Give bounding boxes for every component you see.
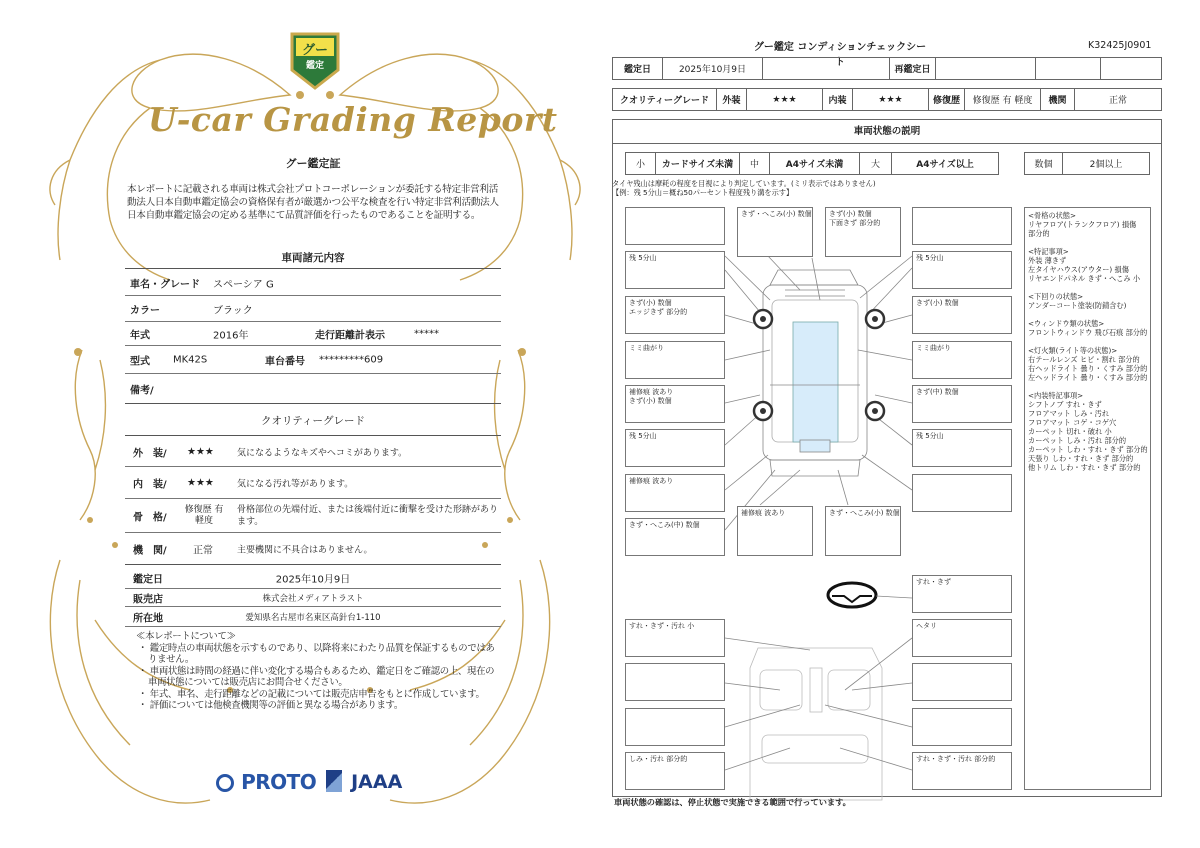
size-large: 大	[860, 153, 892, 175]
group-line: フロアマット コゲ・コゲ穴	[1028, 418, 1117, 427]
lights-group	[1028, 346, 1147, 382]
group-line: アンダーコート塗装(防錆含む)	[1028, 301, 1127, 310]
note-line: きず・へこみ(小) 数個	[741, 210, 812, 218]
interior-note-box	[625, 708, 725, 746]
spec-row-color	[125, 296, 501, 322]
color-label: カラー	[130, 305, 160, 316]
quality-section-title: クオリティーグレード	[261, 415, 365, 427]
exterior-label: 外装	[717, 89, 747, 111]
shop-value: 株式会社メディアトラスト	[262, 593, 364, 604]
exterior-note-box	[912, 429, 1012, 467]
exterior-note-box	[912, 474, 1012, 512]
spec-row-name	[125, 270, 501, 296]
interior-note-box	[625, 752, 725, 790]
exterior-note-box	[912, 341, 1012, 379]
group-line: 左タイヤハウス(アウター) 損傷	[1028, 265, 1129, 274]
group-line: リヤエンドパネル きず・へこみ 小	[1028, 274, 1141, 283]
note-line: ミミ曲がり	[916, 344, 951, 352]
date-table	[612, 57, 1162, 80]
spec-row-remarks	[125, 374, 501, 404]
repair-label: 修復歴	[929, 89, 965, 111]
address-value: 愛知県名古屋市名東区高針台1-110	[245, 612, 381, 623]
jaaa-logo	[326, 770, 402, 793]
count-label: 数個	[1025, 153, 1063, 175]
condition-check-sheet	[600, 0, 1200, 848]
jaaa-logo-text: JAAA	[351, 771, 403, 793]
group-line: 左ヘッドライト 曇り・くすみ 部分的	[1028, 373, 1148, 382]
note-line: しみ・汚れ 部分的	[629, 755, 688, 763]
grade-table	[612, 88, 1162, 111]
note-line: きず・へこみ(小) 数個	[829, 509, 900, 517]
note-line: ヘタリ	[916, 622, 937, 630]
blank-cell	[1036, 58, 1101, 80]
exterior-note-box	[625, 251, 725, 289]
blank-cell	[1101, 58, 1162, 80]
shop-label: 販売店	[133, 594, 163, 605]
group-line: 右ヘッドライト 曇り・くすみ 部分的	[1028, 364, 1148, 373]
interior-note-box	[625, 663, 725, 701]
jaaa-logo-icon	[326, 770, 342, 792]
exterior-note-box	[737, 506, 813, 556]
bottom-note: 車両状態の確認は、停止状態で実施できる範囲で行っています。	[614, 797, 851, 807]
size-mid-desc: A4サイズ未満	[770, 153, 860, 175]
exterior-note-box	[625, 385, 725, 423]
group-heading: <ウィンドウ類の状態>	[1028, 319, 1105, 328]
note-item: ・ 年式、車名、走行距離などの記載については販売店申告をもとに作成しています。	[138, 688, 485, 700]
engine-value: 正常	[1075, 89, 1162, 111]
exterior-note-box	[625, 207, 725, 245]
exterior-note-box	[912, 296, 1012, 334]
group-line: カーペット しわ・すれ・きず 部分的	[1028, 445, 1148, 454]
quality-label: 内 装/	[133, 479, 167, 490]
badge-text-bottom: 鑑定	[305, 61, 324, 71]
spec-section-title: 車両諸元内容	[281, 252, 345, 264]
quality-desc: 気になる汚れ等があります。	[237, 479, 354, 489]
group-line: フロントウィンドウ 飛び石痕 部分的	[1028, 328, 1148, 337]
spec-row-year	[125, 322, 501, 346]
quality-row-engine	[125, 533, 501, 565]
quality-grade: 修復歴 有 軽度	[184, 504, 224, 526]
proto-logo-text: PROTO	[241, 770, 317, 794]
quality-grade: 正常	[193, 545, 213, 556]
reinspection-value	[936, 58, 1036, 80]
note-line: 補修痕 波あり	[629, 388, 674, 396]
quality-desc: 気になるようなキズやヘコミがあります。	[237, 448, 408, 458]
mileage-label: 走行距離計表示	[315, 330, 385, 341]
exterior-note-box	[825, 207, 901, 257]
interior-notes-group	[1028, 391, 1147, 472]
reinspection-label: 再鑑定日	[890, 58, 936, 80]
note-item: ・ 車両状態は時間の経過に伴い変化する場合もあるため、鑑定日をご確認の上、現在の車両状態については販売店にお問合せください。	[138, 665, 495, 688]
info-row-address	[125, 607, 501, 627]
exterior-note-box	[912, 385, 1012, 423]
interior-note-box	[912, 619, 1012, 657]
repair-value: 修復歴 有 軽度	[965, 89, 1041, 111]
date-label: 鑑定日	[613, 58, 663, 80]
quality-row-frame	[125, 499, 501, 533]
quality-grade: ★★★	[187, 446, 214, 457]
quality-desc: 骨格部位の先端付近、または後端付近に衝撃を受けた形跡があります。	[237, 504, 499, 527]
interior-note-box	[912, 752, 1012, 790]
divider	[125, 268, 501, 269]
special-notes-group	[1028, 247, 1147, 283]
size-large-desc: A4サイズ以上	[892, 153, 999, 175]
info-row-date	[125, 567, 501, 589]
count-legend	[1024, 152, 1150, 175]
note-line: きず・へこみ(中) 数個	[629, 521, 700, 529]
year-value: 2016年	[213, 330, 249, 341]
group-line: 天張り しわ・すれ・きず 部分的	[1028, 454, 1134, 463]
quality-row-interior	[125, 467, 501, 499]
note-line: 補修痕 波あり	[629, 477, 674, 485]
group-heading: <灯火類(ライト等の状態)>	[1028, 346, 1118, 355]
group-heading: <内装特記事項>	[1028, 391, 1084, 400]
interior-note-box	[912, 663, 1012, 701]
note-line: きず(小) 数個	[629, 299, 672, 307]
date-value: 2025年10月9日	[663, 58, 763, 80]
remarks-label: 備考/	[130, 385, 154, 396]
group-line: フロアマット しみ・汚れ	[1028, 409, 1110, 418]
proto-logo-icon	[216, 774, 234, 792]
interior-note-box	[912, 575, 1012, 613]
group-line: 他トリム しわ・すれ・きず 部分的	[1028, 463, 1141, 472]
group-line: シフトノブ すれ・きず	[1028, 400, 1102, 409]
quality-row-exterior	[125, 437, 501, 467]
badge-text-top: グー	[301, 43, 328, 58]
group-heading: <骨格の状態>	[1028, 211, 1076, 220]
interior-value: ★★★	[853, 89, 929, 111]
note-line: すれ・きず	[916, 578, 951, 586]
note-item: ・ 評価については他検査機関等の評価と異なる場合があります。	[138, 700, 403, 711]
note-line: エッジきず 部分的	[629, 308, 688, 316]
chassis-label: 車台番号	[265, 356, 305, 367]
blank-cell	[763, 58, 890, 80]
group-line: カーペット しみ・汚れ 部分的	[1028, 436, 1127, 445]
note-line: 残 5分山	[916, 254, 944, 262]
interior-note-box	[625, 619, 725, 657]
date-label: 鑑定日	[133, 574, 163, 585]
exterior-value: ★★★	[747, 89, 823, 111]
size-small: 小	[626, 153, 656, 175]
exterior-note-box	[625, 296, 725, 334]
model-value: MK42S	[173, 354, 208, 365]
group-heading: <下回りの状態>	[1028, 292, 1084, 301]
group-line: 部分的	[1028, 229, 1050, 238]
tyre-note-line: 【例：残 5分山＝概ね50パーセント程度残り溝を示す】	[612, 188, 794, 197]
spec-row-model	[125, 346, 501, 374]
exterior-note-box	[737, 207, 813, 257]
color-value: ブラック	[213, 305, 253, 316]
note-line: きず(小) 数個	[916, 299, 959, 307]
quality-grade-label: クオリティーグレード	[613, 89, 717, 111]
note-line: きず(中) 数個	[916, 388, 959, 396]
year-label: 年式	[130, 330, 150, 341]
note-item: ・ 鑑定時点の車両状態を示すものであり、以降将来にわたり品質を保証するものではありません。	[138, 642, 495, 665]
note-line: 下面きず 部分的	[829, 219, 881, 227]
tyre-note	[612, 179, 1012, 197]
report-title: U-car Grading Report	[148, 100, 558, 139]
condition-details-panel	[1024, 207, 1151, 790]
exterior-note-box	[625, 474, 725, 512]
windows-group	[1028, 319, 1147, 337]
note-line: きず(小) 数個	[829, 210, 872, 218]
sheet-id: K32425J0901	[1088, 40, 1152, 51]
divider	[125, 435, 501, 436]
note-line: 残 5分山	[916, 432, 944, 440]
exterior-note-box	[625, 341, 725, 379]
date-value: 2025年10月9日	[275, 574, 351, 585]
quality-grade: ★★★	[187, 477, 214, 488]
condition-title: 車両状態の説明	[613, 120, 1161, 144]
certificate-body: 本レポートに記載される車両は株式会社プロトコーポレーションが委託する特定非営利活動法人日本自動車鑑定協会の資格保有者が厳選かつ公平な検査を行い特定非営利活動法人日本自動車鑑定協会の定める基準にて品質評価を行ったものであることを証明する。	[127, 184, 499, 221]
chassis-value: *********609	[319, 354, 384, 365]
model-label: 型式	[130, 356, 150, 367]
engine-label: 機関	[1041, 89, 1075, 111]
note-line: きず(小) 数個	[629, 397, 672, 405]
frame-condition-group	[1028, 211, 1147, 238]
exterior-note-box	[825, 506, 901, 556]
address-label: 所在地	[133, 613, 163, 624]
exterior-note-box	[625, 429, 725, 467]
note-line: すれ・きず・汚れ 部分的	[916, 755, 996, 763]
name-label: 車名・グレード	[130, 279, 200, 290]
group-line: カーペット 切れ・破れ 小	[1028, 427, 1112, 436]
note-line: 補修痕 波あり	[741, 509, 786, 517]
name-value: スペーシア G	[213, 279, 274, 290]
proto-logo	[216, 770, 316, 794]
mileage-value: *****	[414, 328, 439, 339]
interior-label: 内装	[823, 89, 853, 111]
quality-label: 骨 格/	[133, 512, 167, 523]
size-small-desc: カードサイズ未満	[656, 153, 740, 175]
note-line: 残 5分山	[629, 432, 657, 440]
count-desc: 2個以上	[1063, 153, 1150, 175]
notes-title: ≪本レポートについて≫	[136, 631, 236, 642]
exterior-note-box	[912, 207, 1012, 245]
group-line: 外装 薄きず	[1028, 256, 1067, 265]
interior-note-box	[912, 708, 1012, 746]
group-heading: <特記事項>	[1028, 247, 1069, 256]
size-mid: 中	[740, 153, 770, 175]
note-line: 残 5分山	[629, 254, 657, 262]
quality-label: 外 装/	[133, 448, 167, 459]
quality-label: 機 関/	[133, 545, 167, 556]
quality-desc: 主要機関に不具合はありません。	[237, 545, 373, 555]
note-line: ミミ曲がり	[629, 344, 664, 352]
size-legend	[625, 152, 999, 175]
tyre-note-line: タイヤ残山は摩耗の程度を目視により判定しています。(ミリ表示ではありません)	[612, 179, 876, 188]
certificate-title: グー鑑定証	[285, 157, 341, 170]
sheet-title: グー鑑定 コンディションチェックシート	[753, 42, 927, 68]
exterior-note-box	[912, 251, 1012, 289]
note-line: すれ・きず・汚れ 小	[629, 622, 695, 630]
underbody-group	[1028, 292, 1147, 310]
group-line: 右テールレンズ ヒビ・割れ 部分的	[1028, 355, 1140, 364]
info-row-shop	[125, 589, 501, 607]
report-notes	[136, 631, 496, 712]
exterior-note-box	[625, 518, 725, 556]
group-line: リヤフロア(トランクフロア) 損傷	[1028, 220, 1137, 229]
